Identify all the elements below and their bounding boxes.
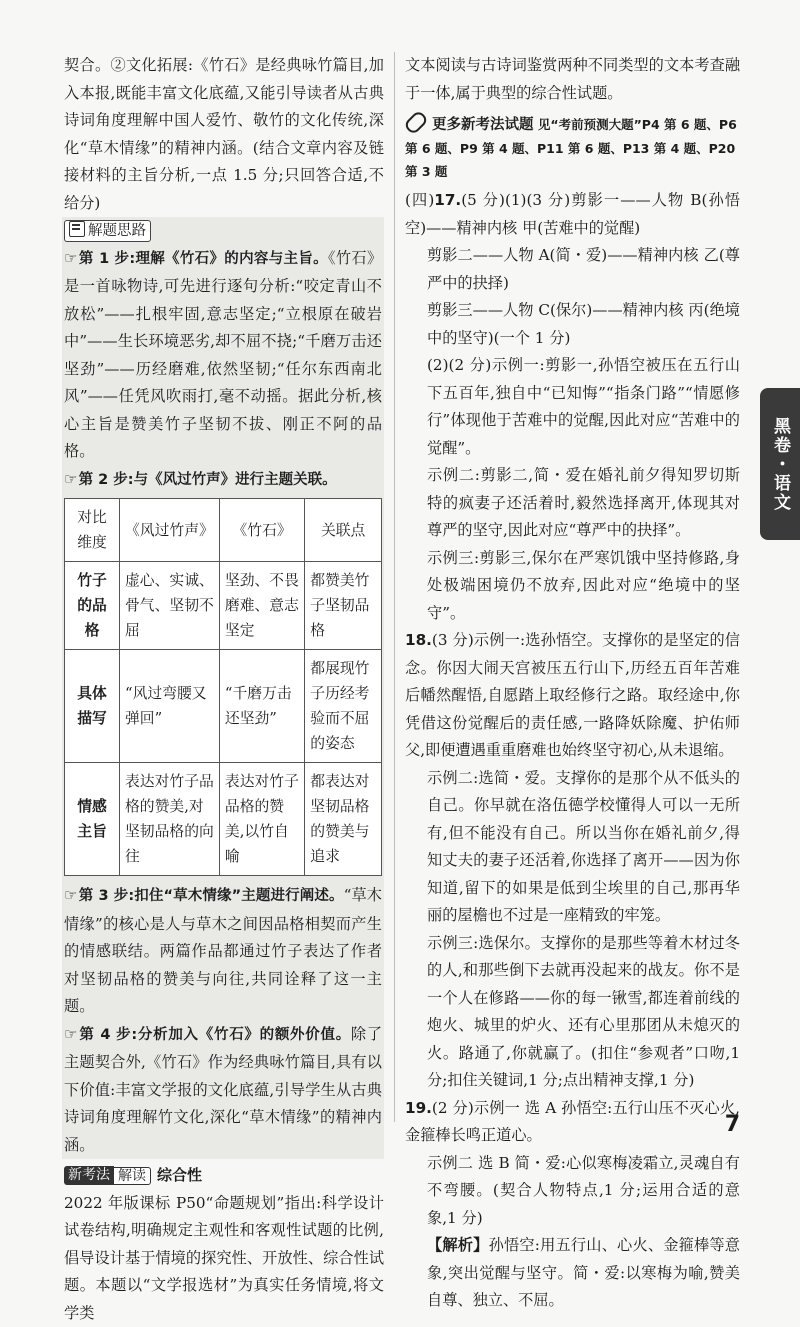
q17-line: 剪影三——人物 C(保尔)——精神内核 丙(绝境中的坚守)(一个 1 分) [405, 297, 740, 352]
more-questions-block [405, 113, 740, 183]
step3-paragraph [64, 882, 382, 1021]
question-number: 17. [434, 191, 461, 209]
left-column [64, 52, 384, 1327]
link-icon [403, 109, 429, 135]
table-header: 关联点 [305, 499, 382, 562]
q18-line: 示例三:选保尔。支撑你的是那些等着木材过冬的人,和那些倒下去就再没起来的战友。你不是一个人在修路——你的每一锹雪,都连着前线的炮火、城里的炉火、还有心里那团从未熄灭的火。路通了,你就赢了。(扣住“参观者”口吻,1 分;扣住关键词,1 分;点出精神支撑,1 分) [405, 930, 740, 1095]
page-number: 7 [725, 1112, 740, 1137]
comprehensive-label: 综合性 [157, 1162, 202, 1190]
q19-line: 示例二 选 B 简・爱:心似寒梅凌霜立,灵魂自有不弯腰。(契合人物特点,1 分;运用合适的意象,1 分) [405, 1150, 740, 1233]
table-cell: “风过弯腰又弹回” [120, 650, 220, 763]
q19-text: (2 分)示例一 选 A 孙悟空:五行山压不灭心火,金箍棒长鸣正道心。 [405, 1099, 740, 1145]
q17-line: 示例二:剪影二,简・爱在婚礼前夕得知罗切斯特的疯妻子还活着时,毅然选择离开,体现其对尊严的坚守,因此对应“尊严中的抉择”。 [405, 462, 740, 545]
new-method-tag [64, 1162, 202, 1190]
subject-side-tab [760, 388, 800, 540]
step3-text: “草木情缘”的核心是人与草木之间因品格相契而产生的情感联结。两篇作品都通过竹子表达了作者对坚韧品格的赞美与向往,共同诠释了这一主题。 [64, 886, 382, 1015]
more-questions-text: 见“考前预测大题”P4 第 6 题、P6 第 6 题、P9 第 4 题、P11 第 6 题、P13 第 4 题、P20 第 3 题 [405, 117, 737, 179]
q17-line: 剪影二——人物 A(简・爱)——精神内核 乙(尊严中的抉择) [405, 242, 740, 297]
table-header: 对比维度 [65, 499, 120, 562]
step2-title: 第 2 步:与《风过竹声》进行主题关联。 [79, 472, 337, 488]
intro-paragraph: 契合。②文化拓展:《竹石》是经典咏竹篇目,加入本报,既能丰富文化底蕴,又能引导读者从古典诗词角度理解中国人爱竹、敬竹的文化传统,深化“草木情缘”的精神内涵。(结合文章内容及链接材料的主旨分析,一点 1.5 分;只回答合适,不给分) [64, 52, 384, 217]
table-header: 《竹石》 [219, 499, 304, 562]
interpretation-label: 解读 [114, 1167, 151, 1185]
right-column [405, 52, 740, 1315]
step4-text: 除了主题契合外,《竹石》作为经典咏竹篇目,具有以下价值:丰富文学报的文化底蕴,引导学生从古典诗词角度理解竹文化,深化“草木情缘”的精神内涵。 [64, 1025, 382, 1154]
q19-line [405, 1232, 740, 1315]
new-method-label: 新考法 [64, 1166, 114, 1185]
table-cell: 表达对竹子品格的赞美,以竹自喻 [219, 763, 304, 876]
question-number: 18. [405, 631, 432, 649]
analysis-text: 孙悟空:用五行山、心火、金箍棒等意象,突出觉醒与坚守。简・爱:以寒梅为喻,赞美自尊、独立、不屈。 [427, 1236, 740, 1309]
section-number: (四) [405, 191, 434, 209]
comparison-table [64, 498, 382, 876]
table-row [65, 763, 382, 876]
pointing-hand-icon: ☞ [64, 1021, 78, 1049]
table-cell: 都表达对坚韧品格的赞美与追求 [305, 763, 382, 876]
column-divider [394, 52, 395, 1122]
new-method-text: 2022 年版课标 P50“命题规划”指出:科学设计试卷结构,明确规定主观性和客观性试题的比例,倡导设计基于情境的探究性、开放性、综合性试题。本题以“文学报选材”为真实任务情境,将文学类 [64, 1190, 384, 1327]
q17-text: (5 分)(1)(3 分)剪影一——人物 B(孙悟空)——精神内核 甲(苦难中的觉醒) [405, 191, 740, 237]
q17-line: 示例三:剪影三,保尔在严寒饥饿中坚持修路,身处极端困境仍不放弃,因此对应“绝境中的坚守”。 [405, 545, 740, 628]
continued-text: 文本阅读与古诗词鉴赏两种不同类型的文本考查融于一体,属于典型的综合性试题。 [405, 52, 740, 107]
table-cell: 具体描写 [65, 650, 120, 763]
question-number: 19. [405, 1099, 432, 1117]
pointing-hand-icon: ☞ [64, 466, 78, 494]
table-header: 《风过竹声》 [120, 499, 220, 562]
table-cell: 都赞美竹子坚韧品格 [305, 562, 382, 650]
more-questions-title: 更多新考法试题 [432, 117, 534, 133]
solution-ideas-label: 解题思路 [88, 223, 146, 239]
step3-title: 第 3 步:扣住“草木情缘”主题进行阐述。 [79, 888, 344, 904]
note-icon [69, 221, 85, 237]
table-cell: 表达对竹子品格的赞美,对坚韧品格的向往 [120, 763, 220, 876]
q17-line [405, 187, 740, 242]
q18-line: 示例二:选简・爱。支撑你的是那个从不低头的自己。你早就在洛伍德学校懂得人可以一无所有,但不能没有自己。所以当你在婚礼前夕,得知丈夫的妻子还活着,你选择了离开——因为你知道,留下的如果是低到尘埃里的自己,那再华丽的屋檐也不过是一座精致的牢笼。 [405, 765, 740, 930]
pointing-hand-icon: ☞ [64, 882, 78, 910]
q17-line: (2)(2 分)示例一:剪影一,孙悟空被压在五行山下五百年,独自中“已知悔”“指条门路”“情愿修行”体现他于苦难中的觉醒,因此对应“苦难中的觉醒”。 [405, 352, 740, 462]
table-header-row [65, 499, 382, 562]
step1-paragraph [64, 245, 382, 466]
table-cell: 坚劲、不畏磨难、意志坚定 [219, 562, 304, 650]
step4-paragraph [64, 1021, 382, 1160]
step1-text: 《竹石》是一首咏物诗,可先进行逐句分析:“咬定青山不放松”——扎根牢固,意志坚定;“立根原在破岩中”——生长环境恶劣,却不屈不挠;“千磨万击还坚劲”——历经磨难,依然坚韧;“任尔东西南北风”——任凭风吹雨打,毫不动摇。据此分析,核心主旨是赞美竹子坚韧不拔、刚正不阿的品格。 [64, 249, 382, 461]
table-cell: 竹子的品格 [65, 562, 120, 650]
analysis-label: 【解析】 [427, 1236, 489, 1254]
table-cell: 虚心、实诚、骨气、坚韧不屈 [120, 562, 220, 650]
pointing-hand-icon: ☞ [64, 245, 78, 273]
table-row [65, 650, 382, 763]
solution-ideas-block [62, 217, 384, 1159]
table-cell: 都展现竹子历经考验而不屈的姿态 [305, 650, 382, 763]
q18-line [405, 627, 740, 765]
table-cell: “千磨万击还坚劲” [219, 650, 304, 763]
table-cell: 情感主旨 [65, 763, 120, 876]
table-row [65, 562, 382, 650]
step4-title: 第 4 步:分析加入《竹石》的额外价值。 [79, 1027, 351, 1043]
step2-paragraph [64, 466, 382, 495]
step1-title: 第 1 步:理解《竹石》的内容与主旨。 [79, 251, 328, 267]
side-tab-label: 黑卷・语文 [770, 417, 790, 512]
solution-ideas-tag [64, 220, 151, 242]
q18-text: (3 分)示例一:选孙悟空。支撑你的是坚定的信念。你因大闹天宫被压五行山下,历经五百年苦难后幡然醒悟,自愿踏上取经修行之路。取经途中,你凭借这份觉醒后的责任感,一路降妖除魔、护佑师父,即便遭遇重重磨难也始终坚守初心,从未退缩。 [405, 631, 740, 759]
q19-line [405, 1095, 740, 1150]
